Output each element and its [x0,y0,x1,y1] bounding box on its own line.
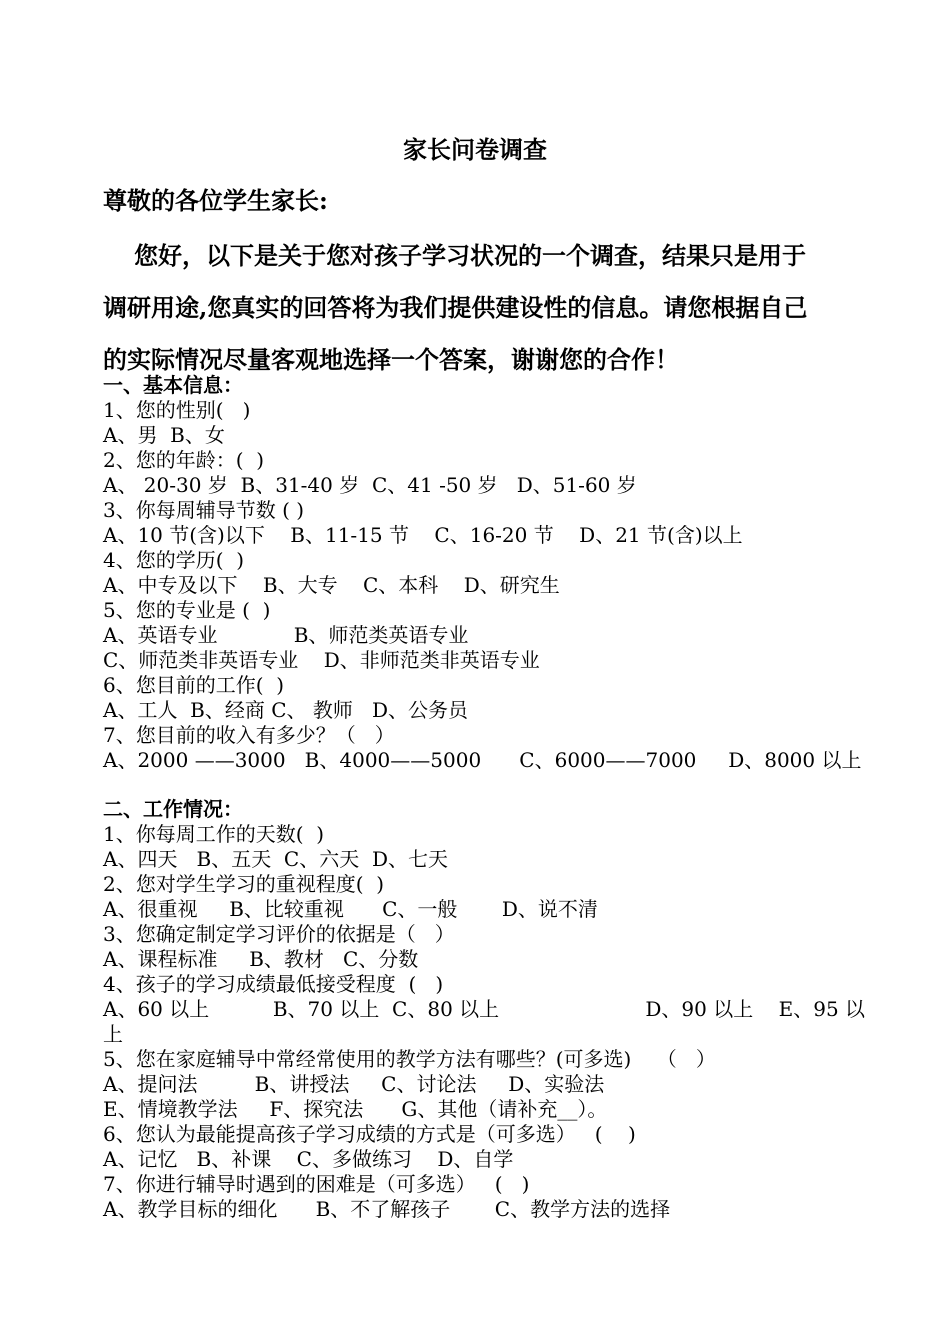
question: 2、您的年龄：( ) [103,448,265,472]
question: 7、您目前的收入有多少？（ ） [103,723,395,747]
question: 5、您的专业是 ( ) [103,598,271,622]
answer-options: A、男 B、女 [103,423,225,447]
answer-options: A、很重视 B、比较重视 C、一般 D、说不清 [103,897,598,921]
question: 6、您认为最能提高孩子学习成绩的方式是（可多选） ( ) [103,1122,636,1146]
answer-options: A、2000 ——3000 B、4000——5000 C、6000——7000 D、8000 以上 [103,748,862,772]
answer-options: A、10 节(含)以下 B、11-15 节 C、16-20 节 D、21 节(含)以上 [103,523,743,547]
answer-options: A、 20-30 岁 B、31-40 岁 C、41 -50 岁 D、51-60 岁 [103,473,637,497]
answer-options: A、提问法 B、讲授法 C、讨论法 D、实验法 [103,1072,605,1096]
answer-options: A、英语专业 B、师范类英语专业 [103,623,469,647]
question: 4、您的学历( ) [103,548,245,572]
answer-options: A、工人 B、经商 C、 教师 D、公务员 [103,698,468,722]
section-heading: 二、工作情况： [103,797,243,821]
question: 1、您的性别( ) [103,398,251,422]
section-basic-info [103,373,863,773]
question: 6、您目前的工作( ) [103,673,285,697]
question: 7、你进行辅导时遇到的困难是（可多选） ( ) [103,1172,530,1196]
question: 2、您对学生学习的重视程度( ) [103,872,385,896]
answer-options: A、四天 B、五天 C、六天 D、七天 [103,847,448,871]
answer-options-continued: 上 [103,1022,123,1046]
question: 1、你每周工作的天数( ) [103,822,325,846]
answer-options: A、60 以上 B、70 以上 C、80 以上 D、90 以上 E、95 以 [103,997,866,1021]
question: 3、您确定制定学习评价的依据是（ ） [103,922,455,946]
question: 5、您在家庭辅导中常经常使用的教学方法有哪些？(可多选) （ ） [103,1047,716,1071]
intro-line: 的实际情况尽量客观地选择一个答案，谢谢您的合作！ [103,345,679,374]
section-heading: 一、基本信息： [103,373,243,397]
question: 4、孩子的学习成绩最低接受程度 ( ) [103,972,444,996]
page-title: 家长问卷调查 [403,135,547,164]
intro-line: 您好，以下是关于您对孩子学习状况的一个调查，结果只是用于 [134,241,806,270]
answer-options: A、教学目标的细化 B、不了解孩子 C、教学方法的选择 [103,1197,671,1221]
greeting: 尊敬的各位学生家长: [103,186,328,215]
section-work-info [103,797,866,1222]
intro-paragraph [103,230,853,386]
answer-options: C、师范类非英语专业 D、非师范类非英语专业 [103,648,540,672]
answer-options: A、中专及以下 B、大专 C、本科 D、研究生 [103,573,560,597]
question: 3、你每周辅导节数 ( ) [103,498,305,522]
answer-options: A、记忆 B、补课 C、多做练习 D、自学 [103,1147,514,1171]
intro-line: 调研用途,您真实的回答将为我们提供建设性的信息。请您根据自己 [103,293,808,322]
answer-options: A、课程标准 B、教材 C、分数 [103,947,419,971]
answer-options: E、情境教学法 F、探究法 G、其他（请补充__）。 [103,1097,608,1121]
